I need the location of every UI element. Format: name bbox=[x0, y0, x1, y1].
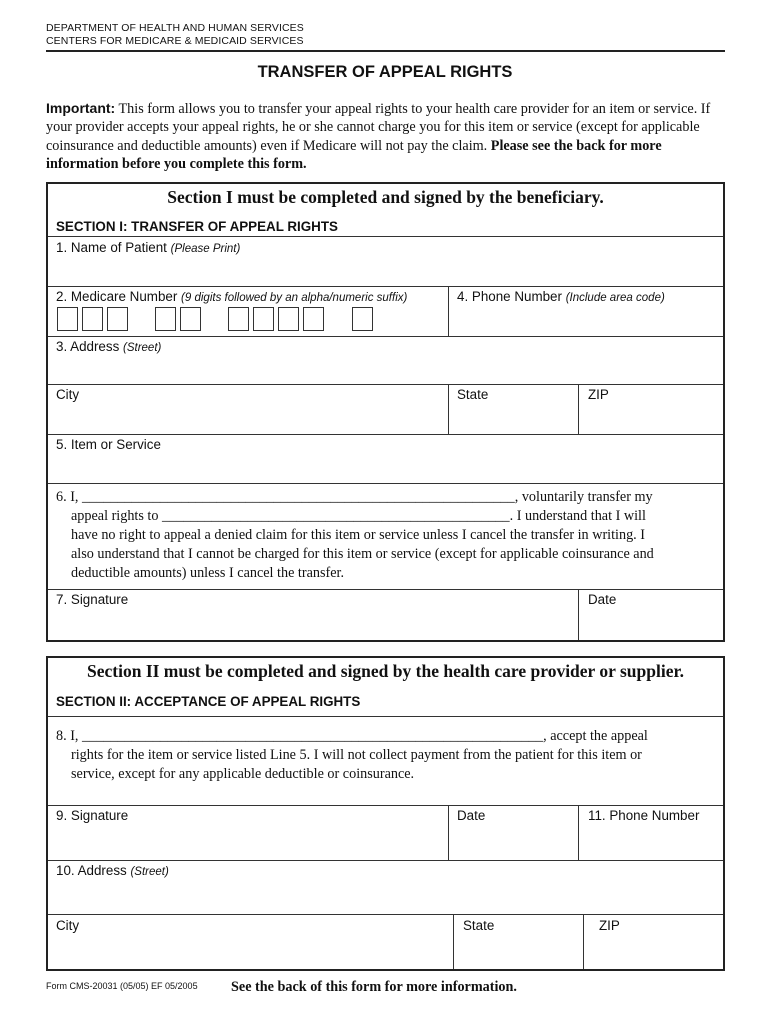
divider bbox=[448, 286, 449, 336]
state-label: State bbox=[457, 387, 489, 402]
patient-zip-field[interactable] bbox=[581, 404, 721, 432]
statement-line: service, except for any applicable deductible or coinsurance. bbox=[71, 766, 415, 782]
medicare-digit-box[interactable] bbox=[155, 307, 176, 331]
agency-line-2: CENTERS FOR MEDICARE & MEDICAID SERVICES bbox=[46, 35, 304, 47]
medicare-digit-box[interactable] bbox=[253, 307, 274, 331]
divider bbox=[578, 589, 579, 640]
provider-zip-field[interactable] bbox=[586, 934, 721, 967]
date-label: Date bbox=[588, 592, 617, 607]
section-1-heading: SECTION I: TRANSFER OF APPEAL RIGHTS bbox=[56, 219, 338, 234]
provider-street-field[interactable] bbox=[48, 880, 723, 912]
field-2-hint: (9 digits followed by an alpha/numeric suffix) bbox=[181, 292, 408, 304]
statement-line: 6. I, _____________________________________________________________, voluntarily transfer my bbox=[56, 489, 653, 505]
divider bbox=[48, 483, 723, 484]
field-5-label: 5. Item or Service bbox=[56, 437, 161, 452]
divider bbox=[448, 805, 449, 860]
medicare-digit-box[interactable] bbox=[82, 307, 103, 331]
field-11-label: 11. Phone Number bbox=[588, 808, 700, 823]
section-2-heading: SECTION II: ACCEPTANCE OF APPEAL RIGHTS bbox=[56, 694, 361, 709]
medicare-digit-box[interactable] bbox=[228, 307, 249, 331]
field-3-label: 3. Address (Street) bbox=[56, 339, 162, 354]
divider bbox=[578, 384, 579, 434]
divider bbox=[48, 589, 723, 590]
form-title: TRANSFER OF APPEAL RIGHTS bbox=[257, 63, 513, 81]
provider-date-field[interactable] bbox=[451, 826, 576, 858]
medicare-digit-box[interactable] bbox=[57, 307, 78, 331]
field-1-label: 1. Name of Patient (Please Print) bbox=[56, 240, 241, 255]
important-notice bbox=[46, 99, 722, 173]
divider bbox=[48, 286, 723, 287]
statement-line: rights for the item or service listed Line 5. I will not collect payment from the patient for this item or bbox=[71, 747, 642, 763]
field-4-label: 4. Phone Number (Include area code) bbox=[457, 289, 665, 304]
patient-street-field[interactable] bbox=[48, 355, 723, 383]
footer-note: See the back of this form for more information. bbox=[231, 979, 517, 995]
medicare-digit-box[interactable] bbox=[303, 307, 324, 331]
city-label: City bbox=[56, 918, 80, 933]
field-10-label: 10. Address (Street) bbox=[56, 863, 169, 878]
divider bbox=[48, 236, 723, 237]
divider bbox=[48, 434, 723, 435]
item-service-field[interactable] bbox=[48, 453, 723, 481]
divider bbox=[48, 914, 723, 915]
statement-line: also understand that I cannot be charged for this item or service (except for applicable coinsurance and bbox=[71, 546, 654, 562]
statement-line: 8. I, _________________________________________________________________, accept the appeal bbox=[56, 728, 648, 744]
divider bbox=[48, 384, 723, 385]
medicare-digit-box[interactable] bbox=[107, 307, 128, 331]
divider bbox=[578, 805, 579, 860]
field-1-hint: (Please Print) bbox=[170, 243, 241, 255]
field-4-hint: (Include area code) bbox=[565, 292, 665, 304]
header-rule bbox=[46, 50, 725, 52]
beneficiary-signature-field[interactable] bbox=[50, 608, 576, 638]
city-label: City bbox=[56, 387, 80, 402]
divider bbox=[583, 914, 584, 969]
date-label: Date bbox=[457, 808, 486, 823]
beneficiary-date-field[interactable] bbox=[581, 608, 721, 638]
field-10-hint: (Street) bbox=[130, 866, 169, 878]
state-label: State bbox=[463, 918, 495, 933]
zip-label: ZIP bbox=[599, 918, 620, 933]
important-lead: Important: bbox=[46, 100, 116, 116]
section-2-banner: Section II must be completed and signed by the health care provider or supplier. bbox=[87, 661, 684, 681]
patient-city-field[interactable] bbox=[50, 404, 446, 432]
field-7-label: 7. Signature bbox=[56, 592, 129, 607]
patient-phone-field[interactable] bbox=[455, 306, 720, 332]
field-8-statement bbox=[56, 727, 722, 784]
provider-city-field[interactable] bbox=[50, 934, 451, 967]
patient-name-field[interactable] bbox=[48, 256, 723, 284]
divider bbox=[48, 860, 723, 861]
statement-line: have no right to appeal a denied claim for this item or service unless I cancel the transfer in writing. I bbox=[71, 527, 645, 543]
provider-signature-field[interactable] bbox=[50, 826, 446, 858]
statement-line: appeal rights to _________________________________________________. I understand that I will bbox=[71, 508, 646, 524]
section-1-banner: Section I must be completed and signed by the beneficiary. bbox=[167, 187, 604, 207]
form-id: Form CMS-20031 (05/05) EF 05/2005 bbox=[46, 981, 198, 991]
statement-line: deductible amounts) unless I cancel the transfer. bbox=[71, 565, 345, 581]
divider bbox=[48, 336, 723, 337]
patient-state-field[interactable] bbox=[451, 404, 576, 432]
divider bbox=[48, 716, 723, 717]
important-bold-tail: Please see the back for more information before you complete this form. bbox=[46, 137, 662, 172]
medicare-suffix-box[interactable] bbox=[352, 307, 373, 331]
provider-state-field[interactable] bbox=[456, 934, 581, 967]
provider-phone-field[interactable] bbox=[581, 826, 721, 858]
field-2-label: 2. Medicare Number (9 digits followed by an alpha/numeric suffix) bbox=[56, 289, 408, 304]
important-body: This form allows you to transfer your appeal rights to your health care provider for an item or service. If your provider accepts your appeal rights, he or she cannot charge you for this item or service (except for applicable coinsurance and deductible amounts) even if Medicare will not pay the claim. bbox=[46, 101, 711, 154]
divider bbox=[453, 914, 454, 969]
medicare-digit-box[interactable] bbox=[278, 307, 299, 331]
medicare-digit-box[interactable] bbox=[180, 307, 201, 331]
field-6-statement bbox=[56, 488, 722, 583]
divider bbox=[448, 384, 449, 434]
divider bbox=[48, 805, 723, 806]
agency-line-1: DEPARTMENT OF HEALTH AND HUMAN SERVICES bbox=[46, 22, 304, 34]
field-9-label: 9. Signature bbox=[56, 808, 129, 823]
zip-label: ZIP bbox=[588, 387, 609, 402]
field-3-hint: (Street) bbox=[123, 342, 162, 354]
